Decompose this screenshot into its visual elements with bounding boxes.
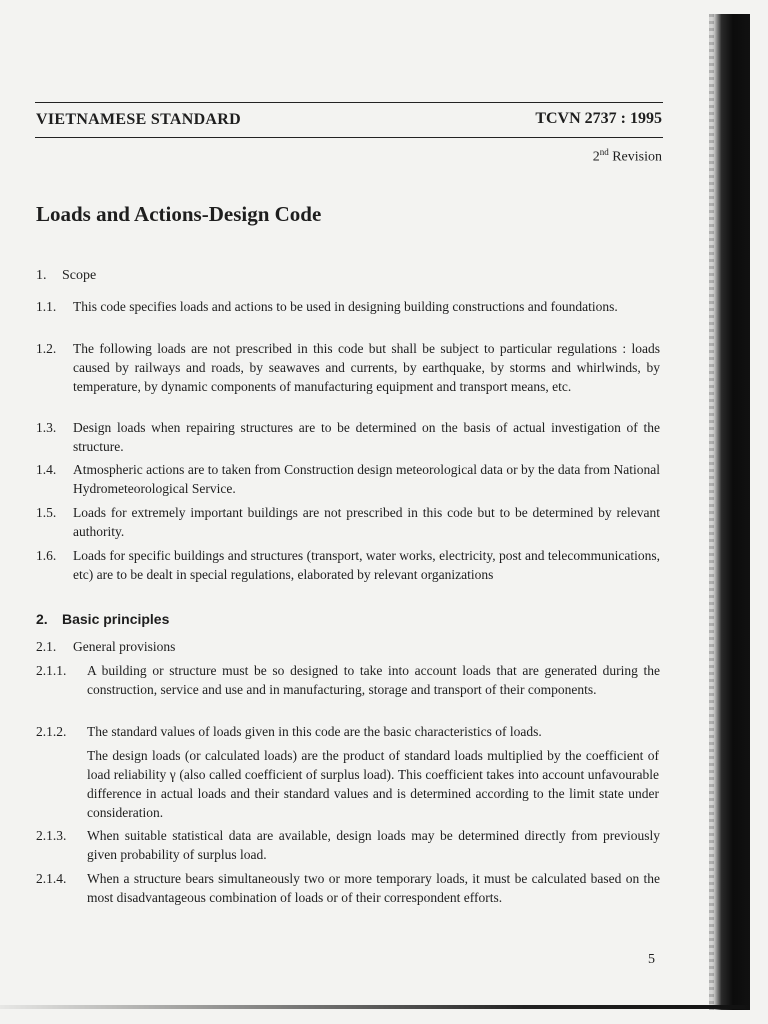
section-1-heading: 1. Scope [36,268,97,283]
standard-number: TCVN 2737 : 1995 [535,110,662,127]
revision-label: 2nd Revision [592,147,662,165]
header-rule-bottom [35,137,663,138]
clause-2-1-1: 2.1.1. A building or structure must be so designed to take into account loads that are generated during the construction, service and use and in manufacturing, storage and transport of their components. [36,663,660,697]
clause-1-2: 1.2. The following loads are not prescribed in this code but shall be subject to particular regulations : loads caused by railways and roads, by seawaves and currents, by earthquake, by storms and whirlwinds, by temperature, by dynamic components of manufacturing equipment and transport means, etc. [36,341,660,394]
clause-2-1-2: 2.1.2. The standard values of loads given in this code are the basic characteristics of loads. [36,724,542,739]
standard-label: VIETNAMESE STANDARD [36,111,241,128]
page-number: 5 [648,952,655,967]
document-title: Loads and Actions-Design Code [36,202,322,226]
scan-bottom-edge [0,1005,750,1009]
scan-shadow-edge [712,14,750,1010]
clause-1-6: 1.6. Loads for specific buildings and structures (transport, water works, electricity, post and telecommunications, etc) are to be dealt in special regulations, elaborated by relevant organizations [36,548,660,582]
scan-binding-edge [709,14,714,1010]
clause-2-1-3: 2.1.3. When suitable statistical data are available, design loads may be determined directly from previously given probability of surplus load. [36,828,660,862]
clause-1-5: 1.5. Loads for extremely important buildings are not prescribed in this code but to be determined by relevant authority. [36,505,660,539]
section-2-heading: 2. Basic principles [36,611,170,627]
clause-2-1-2-paragraph: The design loads (or calculated loads) are the product of standard loads multiplied by the coefficient of load reliability γ (also called coefficient of surplus load). This coefficient takes into account unfavourable difference in actual loads and their standard values and is determined according to the limit state under consideration. [87,748,659,820]
clause-1-1: 1.1. This code specifies loads and actions to be used in designing building constructions and foundations. [36,299,618,314]
header-rule-top [35,102,663,103]
subsection-2-1-heading: 2.1. General provisions [36,639,176,654]
clause-2-1-4: 2.1.4. When a structure bears simultaneously two or more temporary loads, it must be calculated based on the most disadvantageous combination of loads or of their correspondent efforts. [36,871,660,905]
clause-1-3: 1.3. Design loads when repairing structures are to be determined on the basis of actual investigation of the structure. [36,420,660,454]
clause-1-4: 1.4. Atmospheric actions are to taken from Construction design meteorological data or by the data from National Hydrometeorological Service. [36,462,660,496]
